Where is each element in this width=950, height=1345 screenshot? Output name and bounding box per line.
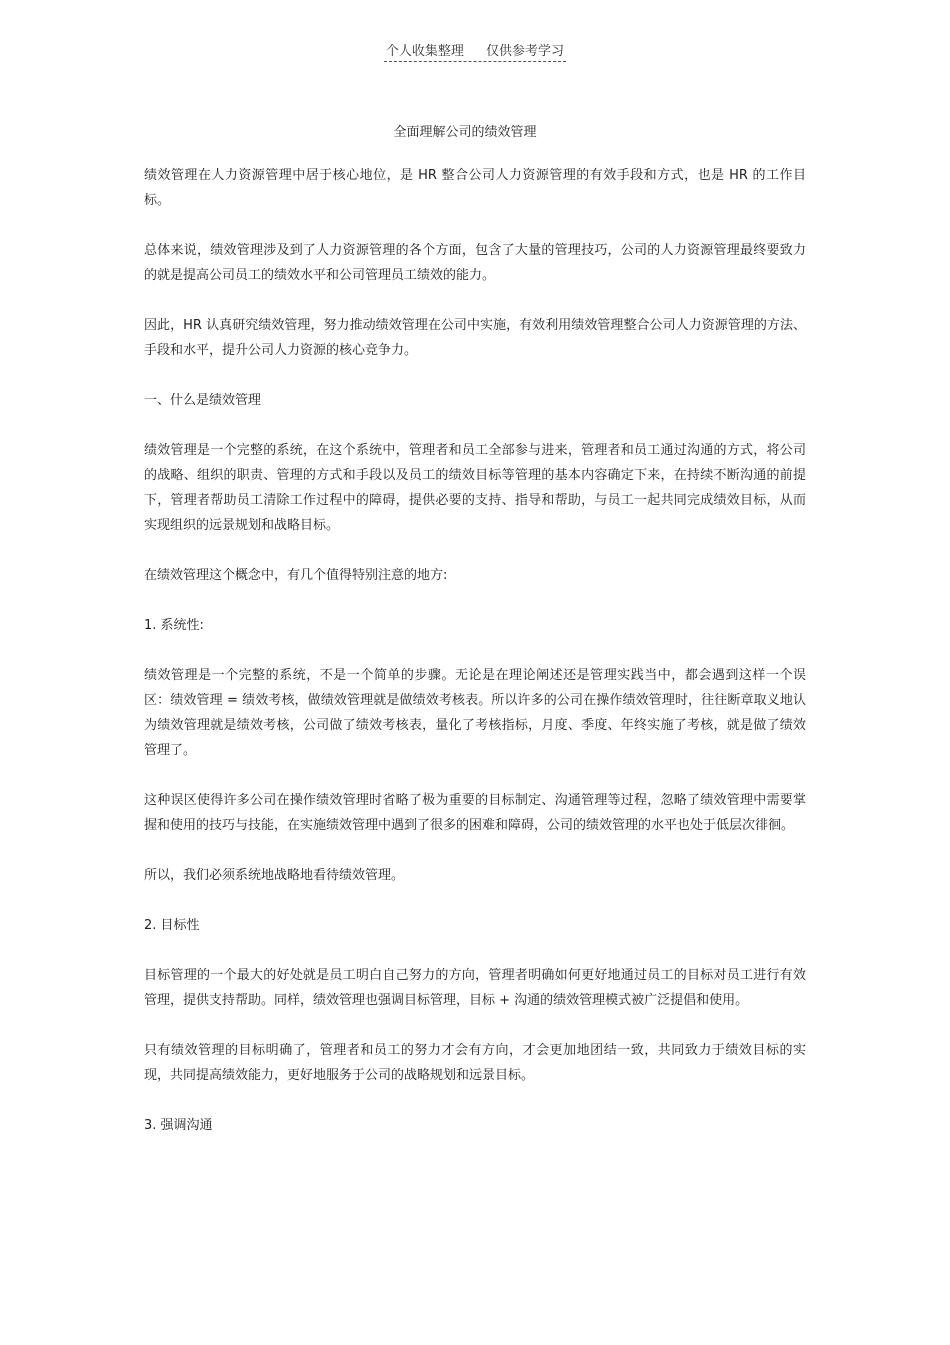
document-title: 全面理解公司的绩效管理 — [393, 125, 537, 140]
subsection-heading: 3. 强调沟通 — [144, 1118, 213, 1133]
paragraph: 只有绩效管理的目标明确了，管理者和员工的努力才会有方向，才会更加地团结一致，共同致力于绩效目标的实现，共同提高绩效能力，更好地服务于公司的战略规划和远景目标。 — [144, 1043, 806, 1083]
paragraph: 绩效管理是一个完整的系统，不是一个简单的步骤。无论是在理论阐述还是管理实践当中，都会遇到这样一个误区：绩效管理 = 绩效考核，做绩效管理就是做绩效考核表。所以许多的公司在操作绩效管理时，往往断章取义地认为绩效管理就是绩效考核，公司做了绩效考核表，量化了考核指标，月度、季度、年终实施了考核，就是做了绩效管理了。 — [144, 668, 806, 758]
paragraph: 目标管理的一个最大的好处就是员工明白自己努力的方向，管理者明确如何更好地通过员工的目标对员工进行有效管理，提供支持帮助。同样，绩效管理也强调目标管理，目标 + 沟通的绩效管理模式被广泛提倡和使用。 — [144, 968, 806, 1008]
subsection-heading: 1. 系统性: — [144, 618, 204, 633]
paragraph: 在绩效管理这个概念中，有几个值得特别注意的地方: — [144, 568, 448, 583]
paragraph: 总体来说，绩效管理涉及到了人力资源管理的各个方面，包含了大量的管理技巧，公司的人力资源管理最终要致力的就是提高公司员工的绩效水平和公司管理员工绩效的能力。 — [144, 243, 806, 283]
paragraph: 这种误区使得许多公司在操作绩效管理时省略了极为重要的目标制定、沟通管理等过程，忽略了绩效管理中需要掌握和使用的技巧与技能，在实施绩效管理中遇到了很多的困难和障碍，公司的绩效管理的水平也处于低层次徘徊。 — [144, 793, 806, 833]
paragraph: 绩效管理是一个完整的系统，在这个系统中，管理者和员工全部参与进来，管理者和员工通过沟通的方式，将公司的战略、组织的职责、管理的方式和手段以及员工的绩效目标等管理的基本内容确定下来，在持续不断沟通的前提下，管理者帮助员工清除工作过程中的障碍，提供必要的支持、指导和帮助，与员工一起共同完成绩效目标，从而实现组织的远景规划和战略目标。 — [144, 443, 806, 533]
page-header — [0, 40, 950, 62]
subsection-heading: 2. 目标性 — [144, 918, 200, 933]
paragraph: 绩效管理在人力资源管理中居于核心地位，是 HR 整合公司人力资源管理的有效手段和方式，也是 HR 的工作目标。 — [144, 168, 806, 208]
header-text: 个人收集整理 仅供参考学习 — [384, 40, 566, 62]
paragraph: 因此，HR 认真研究绩效管理，努力推动绩效管理在公司中实施，有效利用绩效管理整合公司人力资源管理的方法、手段和水平，提升公司人力资源的核心竞争力。 — [144, 318, 806, 358]
paragraph: 所以，我们必须系统地战略地看待绩效管理。 — [144, 868, 405, 883]
document-body — [144, 163, 806, 1163]
section-heading: 一、什么是绩效管理 — [144, 393, 262, 408]
